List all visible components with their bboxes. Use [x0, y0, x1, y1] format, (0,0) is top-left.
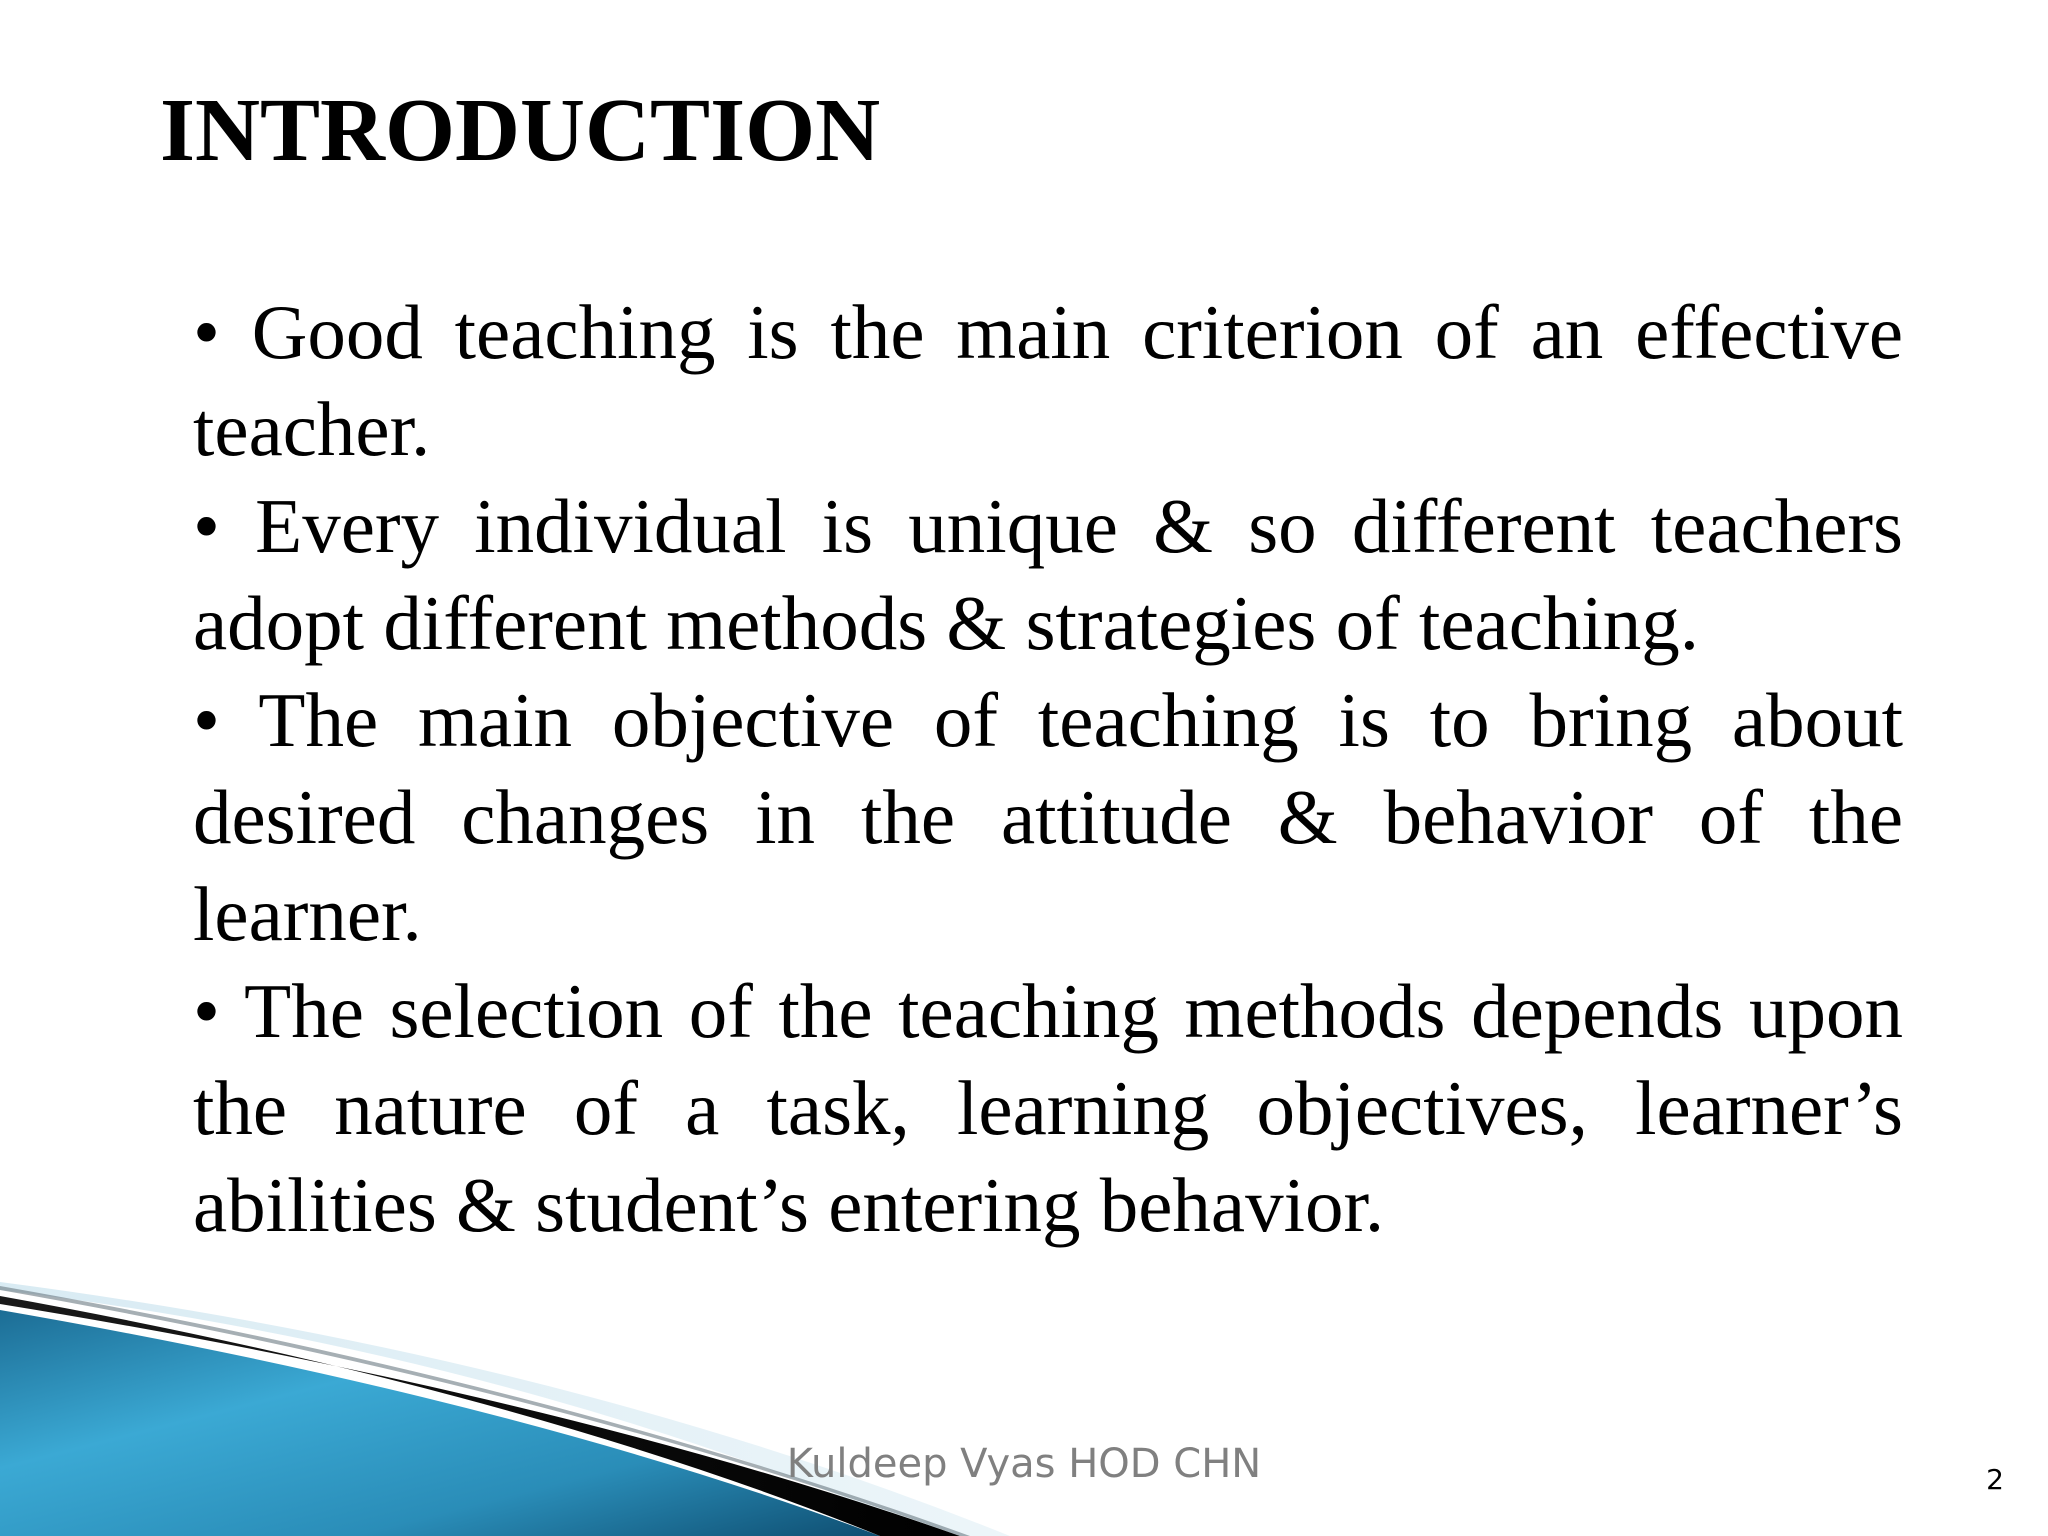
bullet-item: • The selection of the teaching methods depends upon the nature of a task, learning objectives, learner’s abilities & student’s entering behavior. — [193, 968, 1903, 1248]
slide-number: 2 — [1986, 1463, 2004, 1496]
bullet-item: • The main objective of teaching is to bring about desired changes in the attitude & behavior of the learner. — [193, 677, 1903, 957]
bullet-list — [193, 284, 1903, 1254]
bullet-item: • Every individual is unique & so different teachers adopt different methods & strategies of teaching. — [193, 483, 1903, 666]
slide-title: INTRODUCTION — [160, 81, 881, 180]
bullet-item: • Good teaching is the main criterion of an effective teacher. — [193, 289, 1903, 472]
footer-author: Kuldeep Vyas HOD CHN — [786, 1441, 1262, 1487]
